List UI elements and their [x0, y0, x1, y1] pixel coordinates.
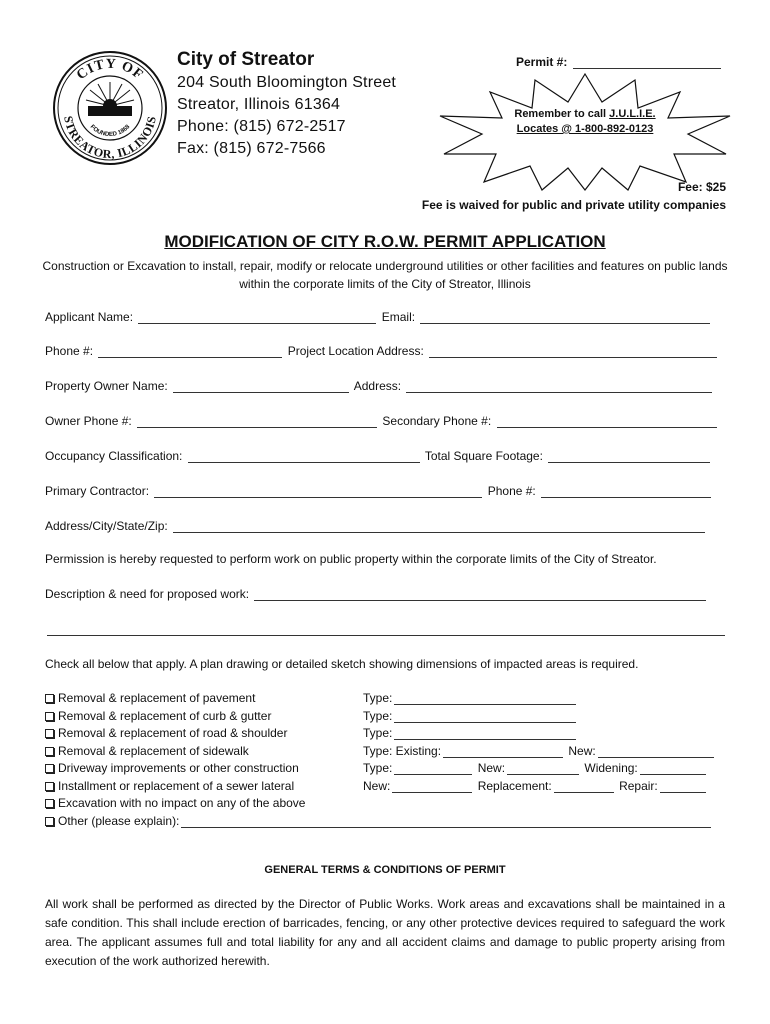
- phone-location-row: Phone #: Project Location Address:: [45, 344, 719, 358]
- applicant-phone-input[interactable]: [98, 345, 282, 358]
- description-input-line-2[interactable]: [47, 623, 725, 636]
- svg-text:STREATOR, ILLINOIS: STREATOR, ILLINOIS: [61, 114, 159, 162]
- checklist-item-pavement[interactable]: Removal & replacement of pavement: [45, 691, 255, 705]
- property-owner-row: Property Owner Name: Address:: [45, 379, 714, 393]
- secondary-phone-input[interactable]: [497, 415, 717, 428]
- city-phone: Phone: (815) 672-2517: [177, 118, 346, 135]
- driveway-new-input[interactable]: [507, 762, 579, 775]
- julie-phone: Locates @ 1-800-892-0123: [516, 123, 654, 135]
- terms-body: All work shall be performed as directed by the Director of Public Works. Work areas and excavations shall be maintained in a safe condition. This shall include erection of barricades, fencing, or any other protective devices required to safeguard the work area. The applicant assumes full and total liability for any and all accident claims and damage to public property arising from execution of the work authorized herewith.: [45, 897, 725, 968]
- contractor-address-row: Address/City/State/Zip:: [45, 519, 707, 533]
- sidewalk-new-input[interactable]: [598, 745, 714, 758]
- city-fax: Fax: (815) 672-7566: [177, 140, 326, 157]
- julie-reminder: Remember to call J.U.L.I.E. Locates @ 1-800-892-0123: [500, 107, 670, 137]
- page-title: MODIFICATION OF CITY R.O.W. PERMIT APPLICATION: [164, 232, 606, 251]
- julie-name: J.U.L.I.E.: [609, 108, 656, 120]
- checklist-item-curb[interactable]: Removal & replacement of curb & gutter: [45, 709, 271, 723]
- sewer-replacement-input[interactable]: [554, 780, 614, 793]
- checkbox[interactable]: [45, 764, 54, 773]
- checklist-item-other[interactable]: Other (please explain):: [45, 814, 713, 828]
- svg-text:CITY OF: CITY OF: [74, 56, 147, 84]
- occupancy-row: Occupancy Classification: Total Square Footage:: [45, 449, 712, 463]
- curb-type-input[interactable]: [394, 710, 576, 723]
- permission-text: Permission is hereby requested to perform work on public property within the corporate limits of the City of Streator.: [45, 552, 657, 566]
- checkbox[interactable]: [45, 782, 54, 791]
- permit-number-row: [516, 55, 723, 69]
- permit-number-input[interactable]: [573, 56, 721, 69]
- owner-phone-input[interactable]: [137, 415, 377, 428]
- pavement-type-input[interactable]: [394, 692, 576, 705]
- checklist-item-driveway[interactable]: Driveway improvements or other construction: [45, 761, 299, 775]
- road-type-row: Type:: [363, 726, 578, 740]
- email-input[interactable]: [420, 311, 710, 324]
- checklist-item-sidewalk[interactable]: Removal & replacement of sidewalk: [45, 744, 249, 758]
- contractor-phone-input[interactable]: [541, 485, 711, 498]
- description-input[interactable]: [254, 588, 706, 601]
- sidewalk-type-row: Type: Existing: New:: [363, 744, 716, 758]
- permit-number-label: Permit #:: [516, 55, 568, 69]
- curb-type-row: Type:: [363, 709, 578, 723]
- other-explain-input[interactable]: [181, 815, 711, 828]
- fee-amount: Fee: $25: [677, 180, 726, 194]
- checkbox[interactable]: [45, 712, 54, 721]
- checkbox[interactable]: [45, 799, 54, 808]
- pavement-type-row: Type:: [363, 691, 578, 705]
- occupancy-input[interactable]: [188, 450, 420, 463]
- road-type-input[interactable]: [394, 727, 576, 740]
- owner-phone-row: Owner Phone #: Secondary Phone #:: [45, 414, 719, 428]
- square-footage-input[interactable]: [548, 450, 710, 463]
- project-location-input[interactable]: [429, 345, 717, 358]
- sewer-new-input[interactable]: [392, 780, 472, 793]
- property-owner-input[interactable]: [173, 380, 349, 393]
- contractor-address-input[interactable]: [173, 520, 705, 533]
- applicant-row: Applicant Name: Email:: [45, 310, 712, 324]
- page-subtitle: Construction or Excavation to install, repair, modify or relocate underground utilities or other facilities and features on public lands within the corporate limits of the City of Streator, Illinois: [42, 259, 728, 291]
- checklist-item-sewer[interactable]: Installment or replacement of a sewer lateral: [45, 779, 294, 793]
- applicant-name-input[interactable]: [138, 311, 376, 324]
- sidewalk-existing-input[interactable]: [443, 745, 563, 758]
- driveway-type-input[interactable]: [394, 762, 472, 775]
- fee-waived-note: Fee is waived for public and private utility companies: [421, 198, 726, 212]
- primary-contractor-input[interactable]: [154, 485, 482, 498]
- checkbox[interactable]: [45, 817, 54, 826]
- owner-address-input[interactable]: [406, 380, 712, 393]
- street-address: 204 South Bloomington Street: [177, 74, 397, 91]
- svg-text:FOUNDED 1868: FOUNDED 1868: [88, 124, 132, 139]
- terms-heading: GENERAL TERMS & CONDITIONS OF PERMIT: [264, 864, 506, 876]
- sewer-type-row: New: Replacement: Repair:: [363, 779, 708, 793]
- sewer-repair-input[interactable]: [660, 780, 706, 793]
- contractor-row: Primary Contractor: Phone #:: [45, 484, 713, 498]
- driveway-widening-input[interactable]: [640, 762, 706, 775]
- checklist-item-excavation[interactable]: Excavation with no impact on any of the above: [45, 796, 305, 810]
- city-state-zip: Streator, Illinois 61364: [177, 96, 341, 113]
- checkbox[interactable]: [45, 694, 54, 703]
- city-seal-logo: [52, 50, 168, 166]
- check-instruction: Check all below that apply. A plan drawing or detailed sketch showing dimensions of impacted areas is required.: [45, 657, 639, 671]
- checklist-item-road[interactable]: Removal & replacement of road & shoulder: [45, 726, 287, 740]
- driveway-type-row: Type: New: Widening:: [363, 761, 708, 775]
- description-row: Description & need for proposed work:: [45, 587, 708, 601]
- checkbox[interactable]: [45, 747, 54, 756]
- city-name: City of Streator: [177, 49, 315, 70]
- checkbox[interactable]: [45, 729, 54, 738]
